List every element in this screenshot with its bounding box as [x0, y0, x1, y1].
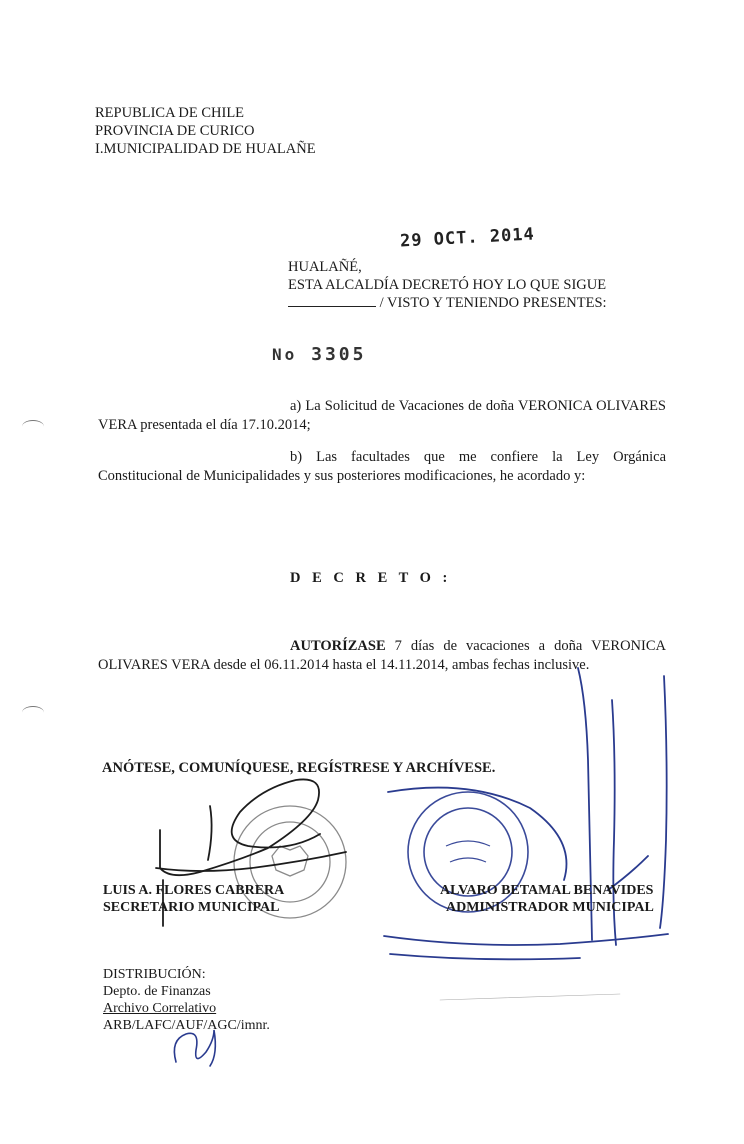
distribution-item: Depto. de Finanzas [103, 984, 211, 999]
decree-number-value: 3305 [311, 344, 367, 365]
visto-text: / VISTO Y TENIENDO PRESENTES: [379, 295, 607, 311]
decree-number [272, 344, 366, 365]
visto-line [288, 294, 607, 312]
consideration-a: a) La Solicitud de Vacaciones de doña VERONICA OLIVARES VERA presentada el día 17.10.2014; [98, 398, 666, 433]
punch-hole-mark [22, 420, 44, 433]
decree-number-prefix: No [272, 345, 298, 364]
signatory-title-left: SECRETARIO MUNICIPAL [103, 900, 280, 915]
letterhead [95, 104, 316, 158]
letterhead-line-municipality: I.MUNICIPALIDAD DE HUALAÑE [95, 141, 316, 157]
punch-hole-mark [22, 706, 44, 719]
letterhead-line-province: PROVINCIA DE CURICO [95, 123, 255, 139]
signature-block-right [440, 882, 654, 916]
right-signature [384, 668, 668, 1000]
place-name: HUALAÑÉ, [288, 259, 362, 275]
distribution-item: Archivo Correlativo [103, 1001, 217, 1016]
resolution-paragraph [98, 637, 666, 675]
place-block [288, 258, 606, 294]
date-stamp: 29 OCT. 2014 [399, 224, 536, 252]
distribution-item: ARB/LAFC/AUF/AGC/imnr. [103, 1018, 270, 1033]
decree-intro: ESTA ALCALDÍA DECRETÓ HOY LO QUE SIGUE [288, 277, 607, 293]
initials-mark [174, 1030, 215, 1066]
distribution-title: DISTRIBUCIÓN: [103, 967, 206, 982]
signatory-name-left: LUIS A. FLORES CABRERA [103, 883, 285, 898]
blank-line [288, 294, 376, 307]
consideration-b: b) Las facultades que me confiere la Ley Orgánica Constitucional de Municipalidades y sus posteriores modificaciones, he acordado y: [98, 449, 666, 484]
resolution-text: 7 días de vacaciones a doña VERONICA OLIVARES VERA desde el 06.11.2014 hasta el 14.11.2014, ambas fechas inclusive. [98, 638, 666, 673]
letterhead-line-country: REPUBLICA DE CHILE [95, 105, 245, 121]
resolution-keyword: AUTORÍZASE [290, 638, 386, 654]
closing-formula: ANÓTESE, COMUNÍQUESE, REGÍSTRESE Y ARCHÍVESE. [102, 760, 496, 776]
signatory-name-right: ALVARO BETAMAL BENAVIDES [440, 883, 654, 898]
signatory-title-right: ADMINISTRADOR MUNICIPAL [446, 900, 654, 915]
distribution-list [103, 966, 270, 1034]
decreto-heading: D E C R E T O : [290, 570, 452, 586]
signature-block-left [103, 882, 284, 916]
